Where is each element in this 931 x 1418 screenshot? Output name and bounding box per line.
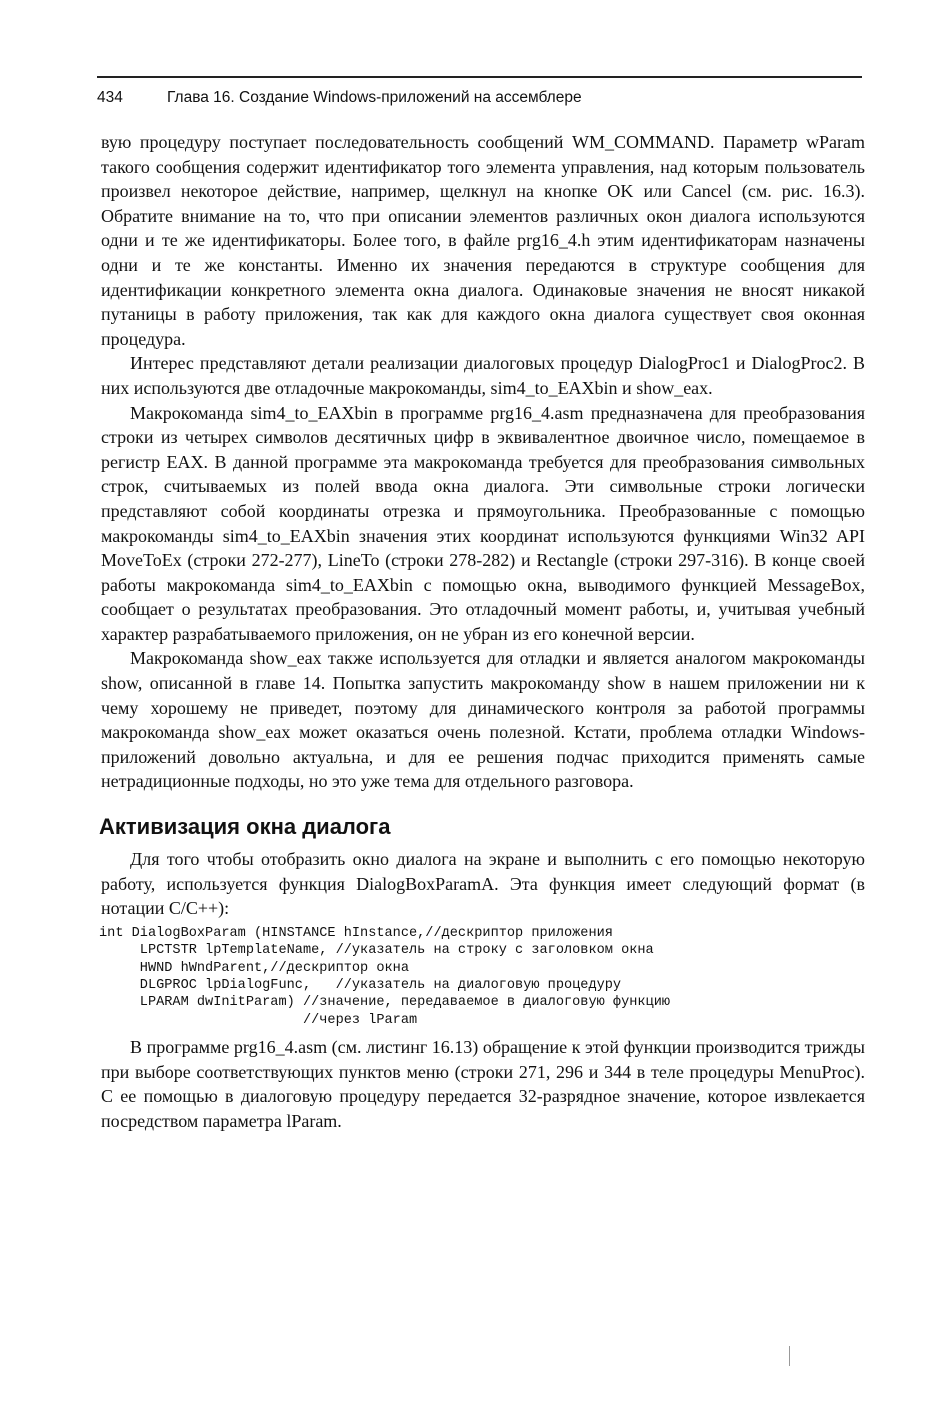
running-header [97, 89, 867, 111]
code-line: HWND hWndParent,//дескриптор окна [99, 960, 409, 976]
code-line: int DialogBoxParam (HINSTANCE hInstance,//дескриптор приложения [99, 925, 613, 941]
paragraph-show-eax-macro: Макрокоманда show_eax также используется для отладки и является аналогом макрокоманды show, описанной в главе 14. Попытка запустить макрокоманду show в нашем приложении ни к чему хорошему не приведет, поэтому для динамического контроля за работой программы макрокоманда show_eax может оказаться очень полезной. Кстати, проблема отладки Windows-приложений довольно актуальна, и для ее решения подчас приходится применять самые нетрадиционные подходы, но это уже тема для отдельного разговора. [101, 648, 865, 792]
code-line: //через lParam [99, 1012, 418, 1028]
section-heading: Активизация окна диалога [99, 814, 391, 840]
page-number: 434 [97, 89, 123, 106]
code-line: LPCTSTR lpTemplateName, //указатель на строку с заголовком окна [99, 943, 654, 959]
paragraph-continuation: вую процедуру поступает последовательность сообщений WM_COMMAND. Параметр wParam такого сообщения содержит идентификатор того элемента управления, над которым пользователь произвел некоторое действие, например, щелкнул на кнопке OK или Cancel (см. рис. 16.3). Обратите внимание на то, что при описании элементов различных окон диалога используются одни и те же идентификаторы. Более того, в файле prg16_4.h этим идентификаторам назначены одни и те же константы. Именно их значения передаются в структуре сообщения для идентификации конкретного элемента окна диалога. Одинаковые значения не вносят никакой путаницы в работу приложения, так как для каждого окна диалога существует своя оконная процедура. [101, 132, 865, 349]
code-listing [99, 925, 865, 1029]
paragraph-closing: В программе prg16_4.asm (см. листинг 16.13) обращение к этой функции производится трижды при выборе соответствующих пунктов меню (строки 271, 296 и 344 в теле процедуры MenuProc). С ее помощью в диалоговую процедуру передается 32-разрядное значение, которое извлекается посредством параметра lParam. [101, 1037, 865, 1132]
header-rule [97, 76, 862, 78]
chapter-title: Глава 16. Создание Windows-приложений на ассемблере [167, 89, 582, 106]
code-line: LPARAM dwInitParam) //значение, передаваемое в диалоговую функцию [99, 995, 671, 1011]
page-body [101, 130, 865, 1134]
paragraph-dialog-procedures: Интерес представляют детали реализации диалоговых процедур DialogProc1 и DialogProc2. В них используются две отладочные макрокоманды, sim4_to_EAXbin и show_eax. [101, 353, 865, 398]
paragraph-sim4-macro: Макрокоманда sim4_to_EAXbin в программе prg16_4.asm предназначена для преобразования строки из четырех символов десятичных цифр в эквивалентное двоичное число, помещаемое в регистр EAX. В данной программе эта макрокоманда требуется для преобразования символьных строк, считываемых из полей ввода окна диалога. Эти символьные строки логически представляют собой координаты отрезка и прямоугольника. Преобразованные с помощью макрокоманды sim4_to_EAXbin значения этих координат используются функциями Win32 API MoveToEx (строки 272-277), LineTo (строки 278-282) и Rectangle (строки 297-316). В конце своей работы макрокоманда sim4_to_EAXbin с помощью окна, выводимого функцией MessageBox, сообщает о результатах преобразования. Это отладочный момент работы, и, учитывая учебный характер разрабатываемого приложения, он не убран из его конечной версии. [101, 402, 865, 644]
paragraph-section-intro: Для того чтобы отобразить окно диалога на экране и выполнить с его помощью некоторую работу, используется функция DialogBoxParamA. Эта функция имеет следующий формат (в нотации C/C++): [101, 849, 865, 919]
scan-mark [789, 1346, 790, 1366]
code-line: DLGPROC lpDialogFunc, //указатель на диалоговую процедуру [99, 978, 622, 994]
